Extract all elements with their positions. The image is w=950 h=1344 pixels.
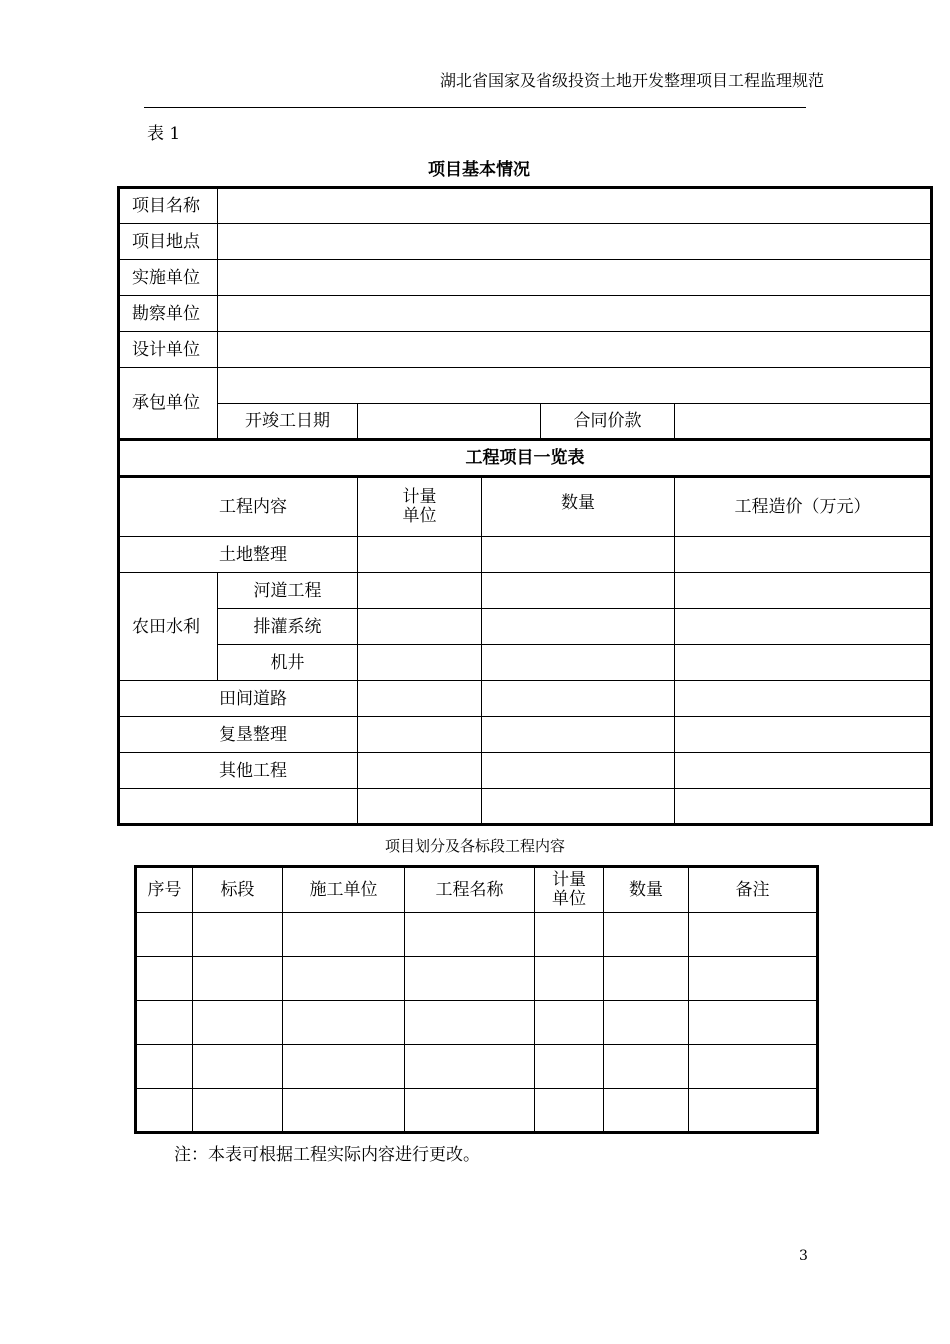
cell[interactable]	[358, 573, 482, 609]
cell[interactable]	[535, 1045, 604, 1089]
col-header-builder: 施工单位	[283, 867, 405, 913]
price-cell[interactable]	[675, 404, 932, 440]
cell[interactable]	[482, 753, 675, 789]
footnote: 注：本表可根据工程实际内容进行更改。	[174, 1145, 480, 1165]
col-header-seq: 序号	[136, 867, 193, 913]
cell[interactable]	[405, 1045, 535, 1089]
table-row	[119, 789, 932, 825]
table-row	[136, 1001, 818, 1045]
table-row	[136, 867, 818, 913]
cell[interactable]	[358, 717, 482, 753]
row-label: 排灌系统	[218, 609, 358, 645]
cell[interactable]	[283, 1001, 405, 1045]
cell[interactable]	[675, 753, 932, 789]
cell[interactable]	[136, 913, 193, 957]
cell[interactable]	[689, 1001, 818, 1045]
cell[interactable]	[675, 717, 932, 753]
cell[interactable]	[119, 789, 358, 825]
row-label: 实施单位	[119, 260, 218, 296]
cell[interactable]	[358, 789, 482, 825]
row-label: 土地整理	[119, 537, 358, 573]
col-header-qty: 数量	[482, 477, 675, 537]
cell[interactable]	[358, 609, 482, 645]
table-row	[119, 260, 932, 296]
cell[interactable]	[689, 1045, 818, 1089]
table-row	[119, 753, 932, 789]
cell[interactable]	[675, 645, 932, 681]
row-label: 机井	[218, 645, 358, 681]
cell[interactable]	[689, 913, 818, 957]
cell[interactable]	[136, 957, 193, 1001]
cell[interactable]	[482, 717, 675, 753]
date-label: 开竣工日期	[218, 404, 358, 440]
cell[interactable]	[283, 1089, 405, 1133]
col-header-unit	[358, 477, 482, 537]
cell[interactable]	[358, 681, 482, 717]
cell[interactable]	[136, 1045, 193, 1089]
section-table	[134, 865, 819, 1134]
cell[interactable]	[604, 1089, 689, 1133]
cell[interactable]	[675, 537, 932, 573]
cell[interactable]	[405, 957, 535, 1001]
date-cell[interactable]	[358, 404, 541, 440]
col-header-remark: 备注	[689, 867, 818, 913]
table-row	[119, 645, 932, 681]
cell[interactable]	[604, 1001, 689, 1045]
cell[interactable]	[136, 1001, 193, 1045]
row-label: 项目地点	[119, 224, 218, 260]
cell[interactable]	[535, 957, 604, 1001]
cell[interactable]	[482, 537, 675, 573]
col-header-qty: 数量	[604, 867, 689, 913]
cell[interactable]	[358, 645, 482, 681]
row-label: 设计单位	[119, 332, 218, 368]
running-header: 湖北省国家及省级投资土地开发整理项目工程监理规范	[439, 71, 824, 90]
table-row	[136, 913, 818, 957]
table-row	[136, 1045, 818, 1089]
value-cell[interactable]	[218, 188, 932, 224]
cell[interactable]	[193, 1089, 283, 1133]
table-row	[119, 717, 932, 753]
table-row	[119, 609, 932, 645]
table-row	[119, 681, 932, 717]
project-info-table	[117, 186, 933, 826]
unit-line2: 单位	[552, 889, 586, 909]
cell[interactable]	[193, 957, 283, 1001]
unit-line1: 计量	[552, 870, 586, 890]
table-row	[119, 404, 932, 440]
cell[interactable]	[604, 913, 689, 957]
overview-title: 工程项目一览表	[119, 440, 932, 477]
section-subtitle: 项目划分及各标段工程内容	[384, 837, 565, 855]
value-cell[interactable]	[218, 224, 932, 260]
cell[interactable]	[535, 913, 604, 957]
cell[interactable]	[535, 1089, 604, 1133]
table-row	[119, 224, 932, 260]
cell[interactable]	[283, 913, 405, 957]
cell[interactable]	[675, 573, 932, 609]
col-header-unit	[535, 867, 604, 913]
cell[interactable]	[482, 609, 675, 645]
cell[interactable]	[283, 957, 405, 1001]
unit-line2: 单位	[402, 506, 437, 526]
table-row	[119, 440, 932, 477]
cell[interactable]	[405, 1001, 535, 1045]
table-row	[119, 537, 932, 573]
cell[interactable]	[193, 913, 283, 957]
table-row	[119, 573, 932, 609]
row-label: 河道工程	[218, 573, 358, 609]
cell[interactable]	[604, 957, 689, 1001]
cell[interactable]	[193, 1045, 283, 1089]
row-label: 田间道路	[119, 681, 358, 717]
cell[interactable]	[482, 681, 675, 717]
contractor-cell[interactable]	[218, 368, 932, 404]
cell[interactable]	[482, 645, 675, 681]
col-header-project: 工程名称	[405, 867, 535, 913]
cell[interactable]	[675, 609, 932, 645]
cell[interactable]	[283, 1045, 405, 1089]
row-label: 项目名称	[119, 188, 218, 224]
cell[interactable]	[358, 537, 482, 573]
table-row	[119, 332, 932, 368]
table-row	[136, 957, 818, 1001]
row-label: 勘察单位	[119, 296, 218, 332]
cell[interactable]	[604, 1045, 689, 1089]
value-cell[interactable]	[218, 296, 932, 332]
cell[interactable]	[675, 681, 932, 717]
table-row	[136, 1089, 818, 1133]
page-number: 3	[799, 1248, 808, 1264]
table-row	[119, 188, 932, 224]
page-title: 项目基本情况	[428, 160, 530, 180]
cell[interactable]	[405, 913, 535, 957]
table-row	[119, 368, 932, 404]
table-row	[119, 477, 932, 537]
col-header-content: 工程内容	[119, 477, 358, 537]
cell[interactable]	[193, 1001, 283, 1045]
row-label: 其他工程	[119, 753, 358, 789]
cell[interactable]	[675, 789, 932, 825]
cell[interactable]	[358, 753, 482, 789]
header-rule	[144, 107, 806, 108]
cell[interactable]	[482, 789, 675, 825]
row-label: 复垦整理	[119, 717, 358, 753]
col-header-section: 标段	[193, 867, 283, 913]
irrigation-label: 农田水利	[119, 573, 218, 681]
price-label: 合同价款	[541, 404, 675, 440]
table-number: 表 1	[147, 124, 181, 144]
cell[interactable]	[405, 1089, 535, 1133]
cell[interactable]	[535, 1001, 604, 1045]
cell[interactable]	[689, 957, 818, 1001]
value-cell[interactable]	[218, 260, 932, 296]
unit-line1: 计量	[402, 487, 437, 507]
cell[interactable]	[136, 1089, 193, 1133]
cell[interactable]	[689, 1089, 818, 1133]
value-cell[interactable]	[218, 332, 932, 368]
col-header-cost: 工程造价（万元）	[675, 477, 932, 537]
table-row	[119, 296, 932, 332]
cell[interactable]	[482, 573, 675, 609]
contractor-label: 承包单位	[119, 368, 218, 440]
